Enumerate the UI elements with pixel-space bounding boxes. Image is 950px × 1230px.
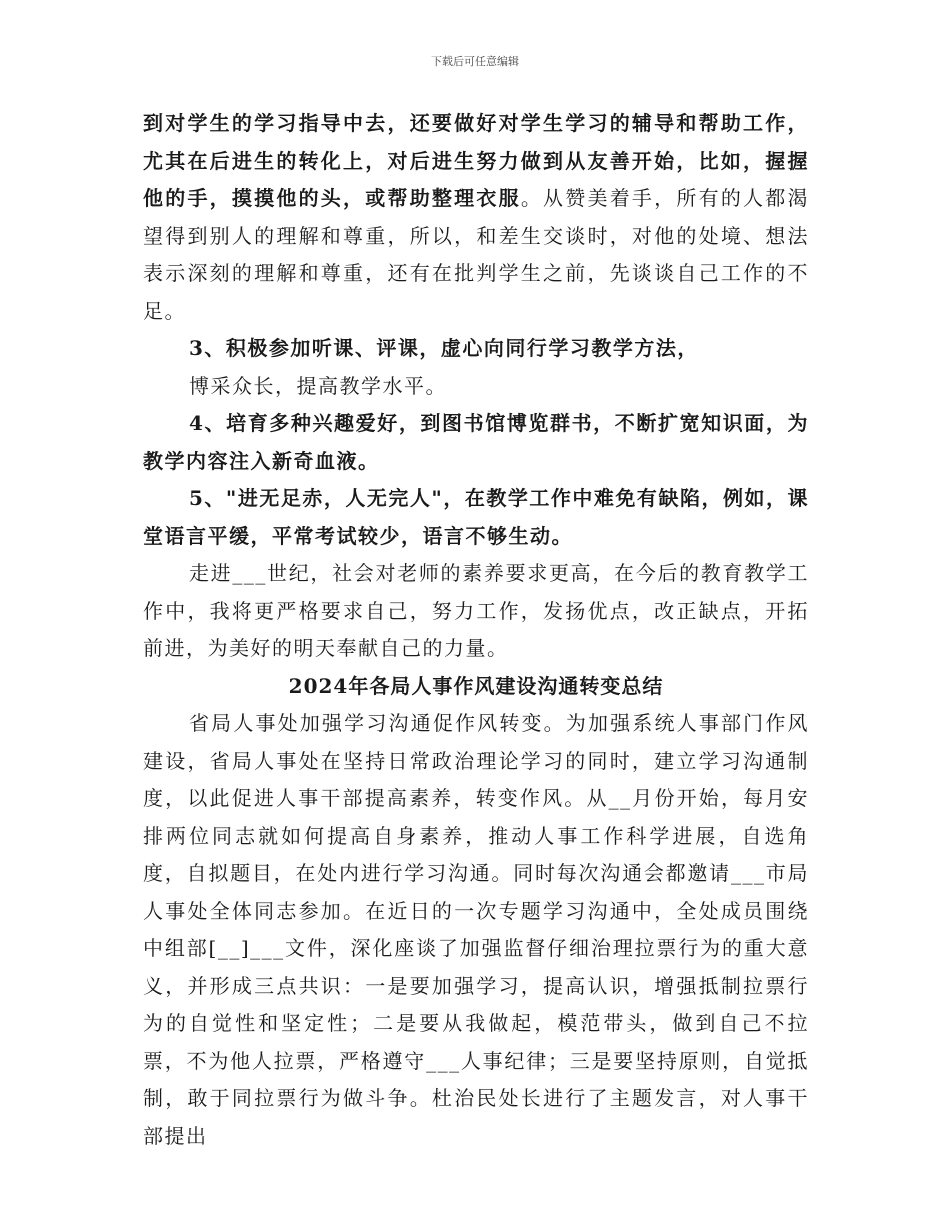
page-header-note: 下载后可任意编辑 — [431, 55, 519, 68]
document-body — [143, 105, 809, 1155]
paragraph-guidance-bold: 到对学生的学习指导中去，还要做好对学生学习的辅导和帮助工作，尤其在后进生的转化上，对后进生努力做到从友善开始，比如，握握他的手，摸摸他的头，或帮助整理衣服 — [143, 111, 809, 210]
list-item-3: 3、积极参加听课、评课，虚心向同行学习教学方法， — [189, 336, 699, 360]
section-title: 2024年各局人事作风建设沟通转变总结 — [288, 673, 664, 698]
paragraph-closing: 走进___世纪，社会对老师的素养要求更高，在今后的教育教学工作中，我将更严格要求自己，努力工作，发扬优点，改正缺点，开拓前进，为美好的明天奉献自己的力量。 — [143, 561, 809, 660]
list-item-5: 5、"进无足赤，人无完人"，在教学工作中难免有缺陷，例如，课堂语言平缓，平常考试较少，语言不够生动。 — [143, 486, 809, 548]
list-item-3-continuation: 博采众长，提高教学水平。 — [189, 373, 447, 398]
list-item-4: 4、培育多种兴趣爱好，到图书馆博览群书，不断扩宽知识面，为教学内容注入新奇血液。 — [143, 411, 809, 473]
paragraph-guidance — [143, 105, 809, 330]
paragraph-section2-body: 省局人事处加强学习沟通促作风转变。为加强系统人事部门作风建设，省局人事处在坚持日常政治理论学习的同时，建立学习沟通制度，以此促进人事干部提高素养，转变作风。从__月份开始，每月安排两位同志就如何提高自身素养，推动人事工作科学进展，自选角度，自拟题目，在处内进行学习沟通。同时每次沟通会都邀请___市局人事处全体同志参加。在近日的一次专题学习沟通中，全处成员围绕中组部[__]___文件，深化座谈了加强监督仔细治理拉票行为的重大意义，并形成三点共识：一是要加强学习，提高认识，增强抵制拉票行为的自觉性和坚定性；二是要从我做起，模范带头，做到自己不拉票，不为他人拉票，严格遵守___人事纪律；三是要坚持原则，自觉抵制，敢于同拉票行为做斗争。杜治民处长进行了主题发言，对人事干部提出 — [143, 711, 809, 1148]
paragraph-guidance-normal: 。从赞美着手，所有的人都渴望得到别人的理解和尊重，所以，和差生交谈时，对他的处境、想法表示深刻的理解和尊重，还有在批判学生之前，先谈谈自己工作的不足。 — [143, 186, 810, 323]
